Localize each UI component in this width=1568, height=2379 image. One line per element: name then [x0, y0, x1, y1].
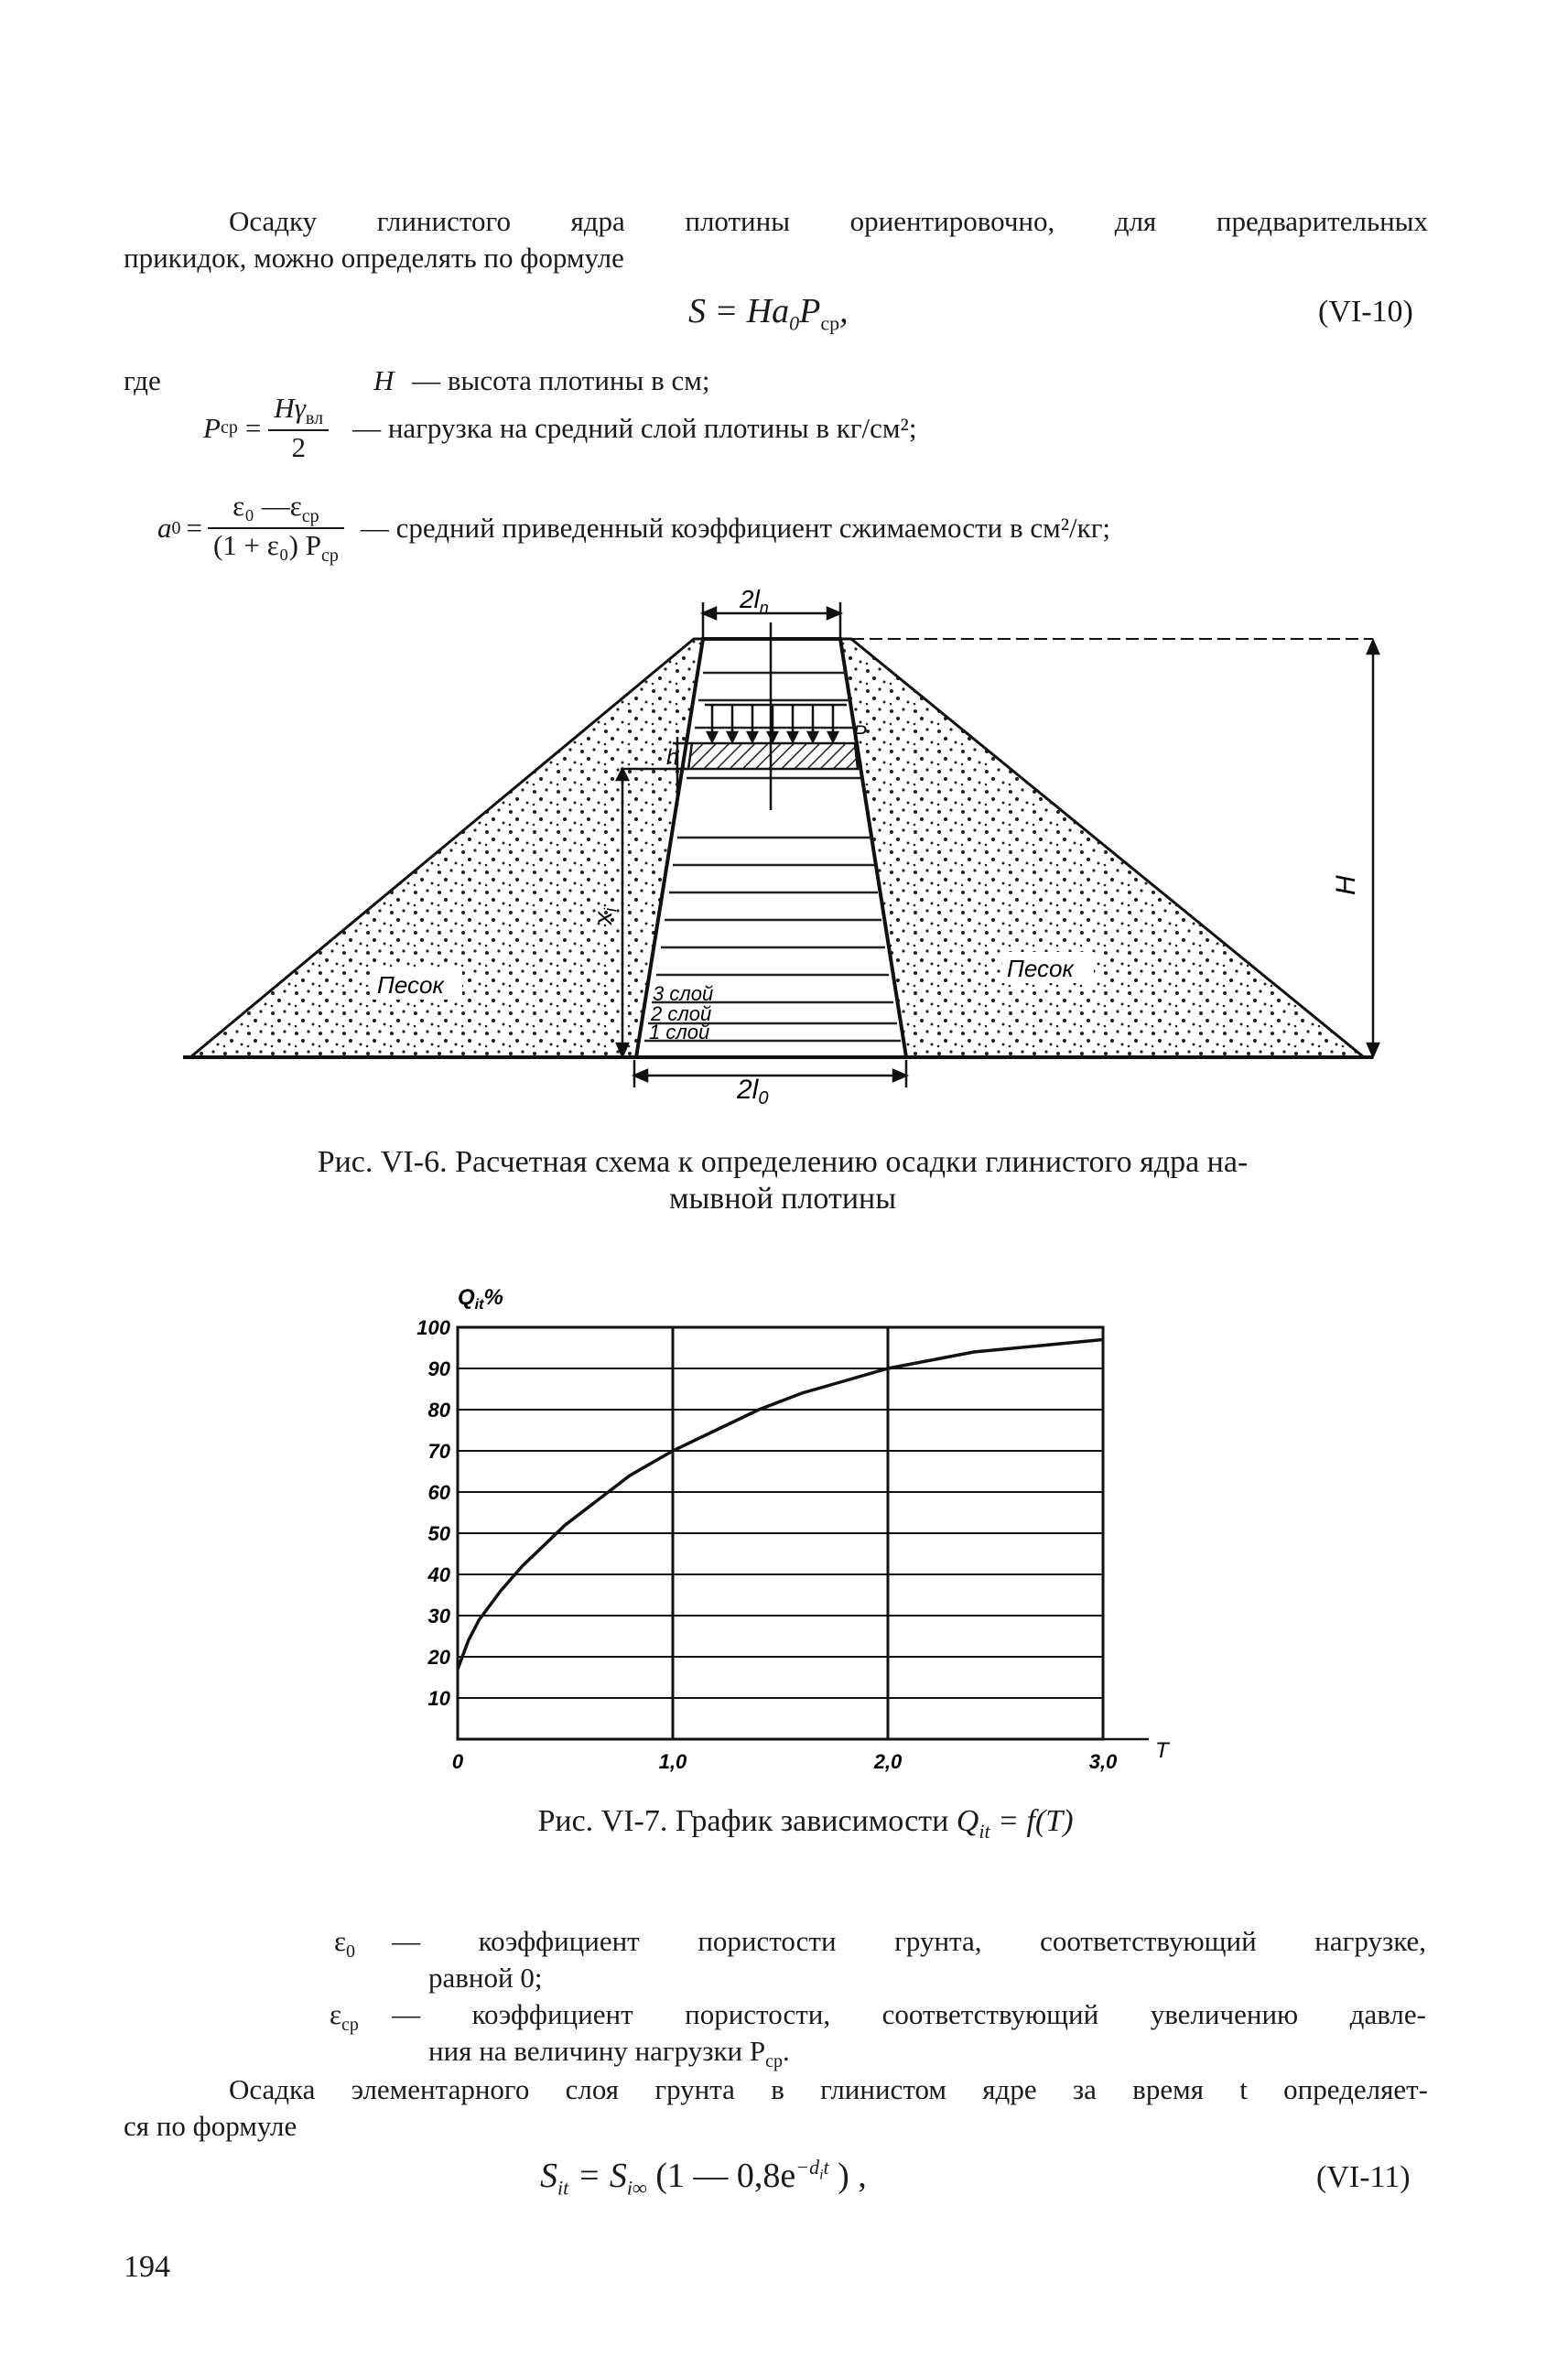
chart-y-tick-label: 50	[427, 1522, 450, 1545]
chart-grid	[458, 1327, 1149, 1739]
layer-1-label: 1 слой	[649, 1021, 710, 1044]
layer-3-label: 3 слой	[653, 982, 714, 1005]
chart-x-tick-label: 1,0	[658, 1750, 687, 1773]
definition-ecp-line-1: — коэффициент пористости, соответствующий увеличению давле-	[392, 1998, 1426, 2030]
H-dimension	[1368, 641, 1379, 1056]
bottom-width-dimension	[634, 1060, 906, 1087]
definition-e0-line-2: равной 0;	[428, 1962, 543, 1994]
definition-e0-line-1: — коэффициент пористости грунта, соответствующий нагрузке,	[392, 1925, 1426, 1957]
bottom-width-label: $2l_0$	[737, 1075, 769, 1108]
chart-x-axis-label: T	[1155, 1738, 1169, 1763]
page-number: 194	[124, 2250, 170, 2284]
where-label: где	[124, 364, 161, 396]
figure-6-caption-line-1: Рис. VI-6. Расчетная схема к определению осадки глинистого ядра на-	[317, 1145, 1249, 1179]
layer-2-label: 2 слой	[651, 1002, 712, 1025]
chart-y-tick-label: 20	[427, 1646, 450, 1669]
H-label: H	[1331, 875, 1361, 895]
hatched-layer	[688, 743, 858, 769]
chart-y-tick-label: 10	[427, 1687, 450, 1710]
intro-line-2: прикидок, можно определять по формуле	[124, 242, 624, 274]
chart-x-tick-label: 0	[451, 1750, 464, 1773]
h-label: h	[666, 745, 679, 770]
chart-y-tick-label: 60	[427, 1481, 450, 1504]
chart-series-line	[458, 1340, 1103, 1670]
chart-y-tick-label: 80	[427, 1399, 450, 1422]
formula-vi-10: $S = Ha_0P_{ср}$,	[688, 292, 849, 335]
chart-x-tick-label: 3,0	[1088, 1750, 1118, 1773]
top-width-label: $2l_n$	[740, 586, 769, 617]
definition-P-cp: P ср = $\frac{H\gamma_{вл}}{2}$ — нагрузка на средний слой плотины в кг/см²;	[203, 392, 917, 464]
chart-y-tick-label: 30	[427, 1605, 450, 1627]
chart-curve	[458, 1340, 1103, 1670]
chart-x-ticks	[452, 1750, 1118, 1773]
chart-y-tick-label: 70	[427, 1440, 450, 1463]
chart-x-tick-label: 2,0	[873, 1750, 903, 1773]
definition-H: H — высота плотины в см;	[373, 364, 710, 396]
equation-number-vi-10: (VI-10)	[1318, 295, 1413, 329]
definition-ecp-symbol: $\varepsilon_{ср}$	[330, 1998, 359, 2036]
sand-label-right: Песок	[1007, 955, 1074, 982]
definition-ecp-line-2: ния на величину нагрузки $P_{ср}$.	[428, 2035, 790, 2072]
sand-label-left: Песок	[377, 971, 444, 999]
para2-line-2: ся по формуле	[124, 2110, 297, 2142]
dam-schematic-figure	[174, 586, 1400, 1117]
definition-e0-symbol: $\varepsilon_0$	[334, 1925, 356, 1963]
chart-figure	[403, 1272, 1208, 1785]
figure-6-caption-line-2: мывной плотины	[668, 1182, 897, 1216]
xi-label: xi	[589, 908, 620, 925]
figure-7-caption: Рис. VI-7. График зависимости $Q_{it} = f(T)$	[537, 1804, 1074, 1843]
equation-number-vi-11: (VI-11)	[1316, 2160, 1411, 2194]
formula-vi-11: $S_{it} = S_{i\infty}$ (1 — $0,8e^{-d_it}$ ) ,	[540, 2156, 867, 2200]
chart-y-axis-label: $Q_{it}\%$	[458, 1285, 503, 1313]
P-label: P	[853, 721, 867, 744]
chart-y-tick-label: 40	[427, 1563, 450, 1586]
chart-y-tick-label: 100	[416, 1316, 450, 1339]
para2-line-1: Осадка элементарного слоя грунта в глинистом ядре за время t определяет-	[229, 2073, 1428, 2105]
intro-line-1: Осадку глинистого ядра плотины ориентировочно, для предварительных	[229, 205, 1428, 237]
chart-y-tick-label: 90	[427, 1357, 450, 1380]
chart-y-ticks	[416, 1316, 450, 1710]
definition-a0: a 0 = $\frac{\varepsilon_0 —\varepsilon_{ср}}{(1 + \varepsilon_0) P_{ср}}$ — средний приведенный коэффициент сжимаемости в см²/кг;	[157, 490, 1111, 567]
